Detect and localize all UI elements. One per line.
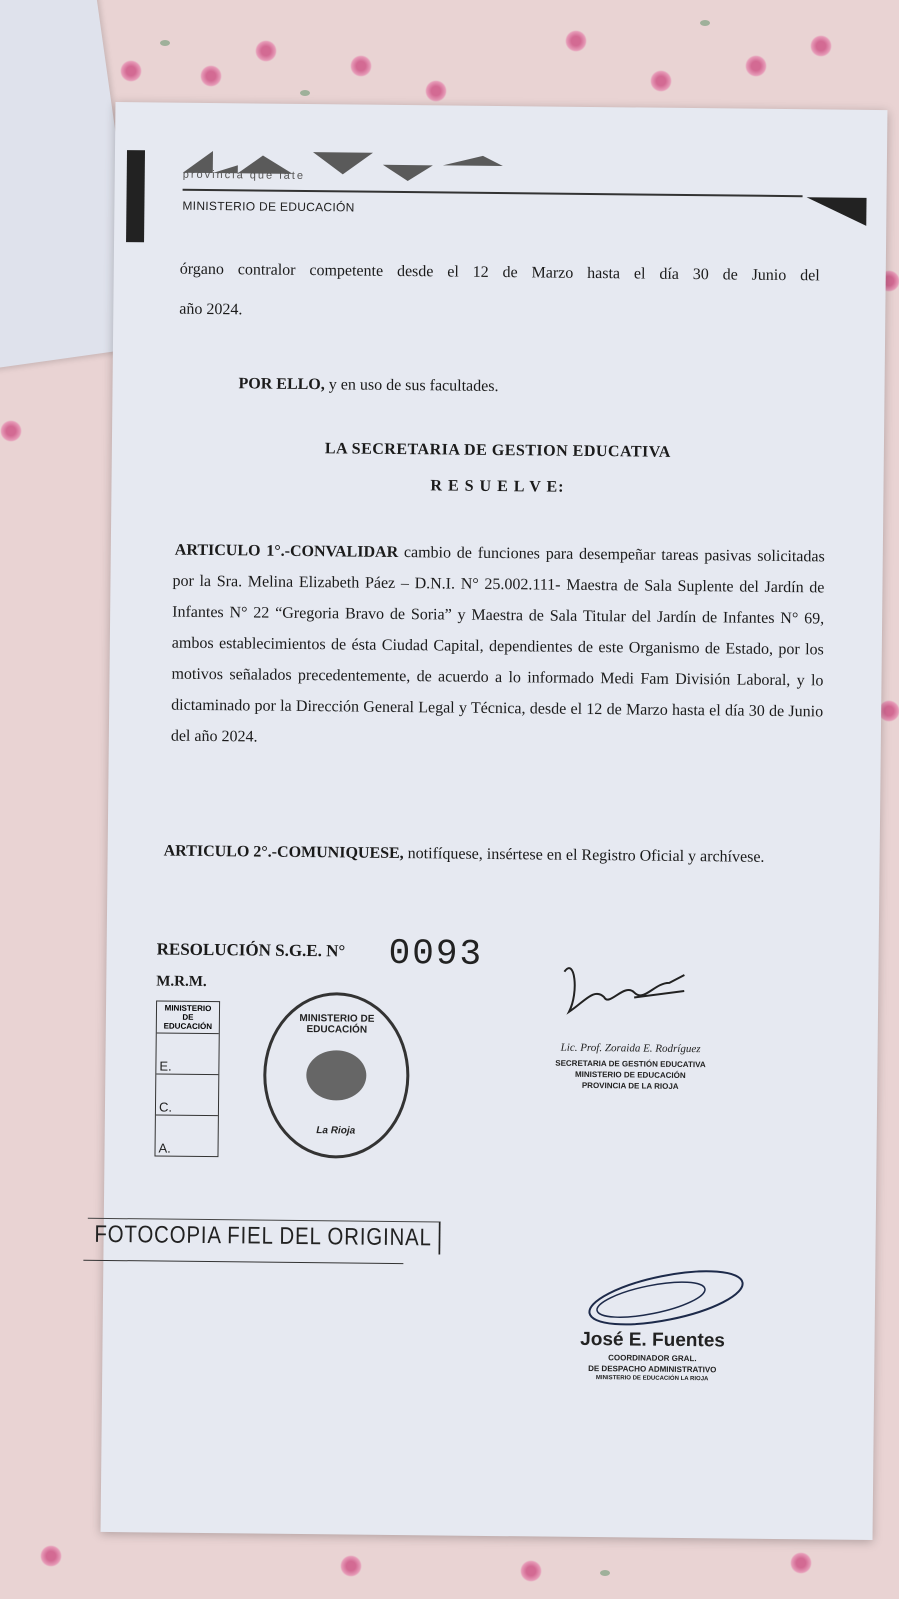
flower-decoration: [745, 55, 767, 77]
routing-box: [154, 1000, 220, 1157]
flower-decoration: [790, 1552, 812, 1574]
resolution-label: RESOLUCIÓN S.G.E. N°: [156, 939, 346, 961]
signature-2-title: COORDINADOR GRAL.: [608, 1353, 697, 1364]
signature-2-scrawl: [581, 1257, 752, 1339]
resolution-initials: M.R.M.: [156, 973, 207, 990]
seal-bottom-text: La Rioja: [316, 1125, 356, 1137]
routing-box-row-a: A.: [155, 1114, 217, 1156]
article-1: [171, 535, 825, 759]
document-page: [94, 102, 888, 1540]
signature-2-ministry: MINISTERIO DE EDUCACIÓN LA RIOJA: [595, 1375, 709, 1383]
flower-decoration: [255, 40, 277, 62]
routing-box-row-c: C.: [156, 1073, 218, 1115]
routing-box-row-e: E.: [156, 1032, 218, 1074]
flower-decoration: [520, 1560, 542, 1582]
intro-line-2: año 2024.: [179, 300, 243, 319]
signature-2-name: José E. Fuentes: [580, 1328, 726, 1352]
certified-copy-underline: [83, 1260, 403, 1264]
signature-1-province: PROVINCIA DE LA RIOJA: [581, 1080, 679, 1091]
article-1-text: cambio de funciones para desempeñar tareas pasivas solicitadas por la Sra. Melina Elizabeth Páez – D.N.I. N° 25.002.111- Maestra de Sala Suplente del Jardín de Infantes N° 22 “Gregoria Bravo de Soria” y Maestra de Sala Titular del Jardín de Infantes N° 69, ambos establecimientos de ésta Ciudad Capital, dependientes de este Organismo de Estado, por los motivos señalados precedentemente, de acuerdo a lo informado Medi Fam División Laboral, y lo dictaminado por la Dirección General Legal y Técnica, desde el 12 de Marzo hasta el día 30 de Junio del año 2024.: [170, 543, 825, 746]
flower-decoration: [650, 70, 672, 92]
por-ello-label: POR ELLO,: [238, 375, 325, 394]
signature-1-name: Lic. Prof. Zoraida E. Rodríguez: [560, 1041, 701, 1056]
article-2-text: notifíquese, insértese en el Registro Oficial y archívese.: [403, 845, 765, 866]
resolution-number: 0093: [388, 932, 484, 975]
header-bar: [126, 150, 145, 242]
flower-decoration: [120, 60, 142, 82]
signature-2-department: DE DESPACHO ADMINISTRATIVO: [588, 1364, 717, 1375]
leaf-decoration: [700, 20, 710, 26]
flower-decoration: [200, 65, 222, 87]
flower-decoration: [40, 1545, 62, 1567]
seal-top-text: MINISTERIO DE EDUCACIÓN: [299, 1012, 375, 1036]
signature-1-title: SECRETARIA DE GESTIÓN EDUCATIVA: [555, 1058, 706, 1070]
seal-emblem: [306, 1050, 367, 1101]
flower-decoration: [810, 35, 832, 57]
leaf-decoration: [300, 90, 310, 96]
flower-decoration: [565, 30, 587, 52]
resuelve-heading: R E S U E L V E:: [430, 477, 565, 496]
certified-copy-stamp: FOTOCOPIA FIEL DEL ORIGINAL: [87, 1218, 440, 1255]
intro-line-1: órgano contralor competente desde el 12 de Marzo hasta el día 30 de Junio del: [179, 260, 820, 285]
logo-tagline: provincia que late: [182, 168, 306, 182]
header-corner-mark: [806, 197, 866, 226]
article-2: [164, 837, 824, 874]
flower-decoration: [340, 1555, 362, 1577]
leaf-decoration: [160, 40, 170, 46]
signature-1-scrawl: [554, 952, 695, 1033]
ministry-seal: [262, 992, 410, 1160]
authority-heading: LA SECRETARIA DE GESTION EDUCATIVA: [324, 440, 671, 461]
article-2-label: ARTICULO 2°.-COMUNIQUESE,: [163, 842, 404, 863]
article-1-label: ARTICULO 1°.-CONVALIDAR: [174, 541, 399, 561]
routing-box-header: MINISTERIO DE EDUCACIÓN: [163, 1003, 213, 1032]
ministry-heading: MINISTERIO DE EDUCACIÓN: [182, 198, 355, 215]
leaf-decoration: [600, 1570, 610, 1576]
por-ello-text: y en uso de sus facultades.: [324, 376, 499, 396]
flower-decoration: [350, 55, 372, 77]
por-ello-paragraph: [238, 371, 498, 400]
flower-decoration: [0, 420, 22, 442]
flower-decoration: [425, 80, 447, 102]
signature-1-ministry: MINISTERIO DE EDUCACIÓN: [574, 1069, 686, 1081]
